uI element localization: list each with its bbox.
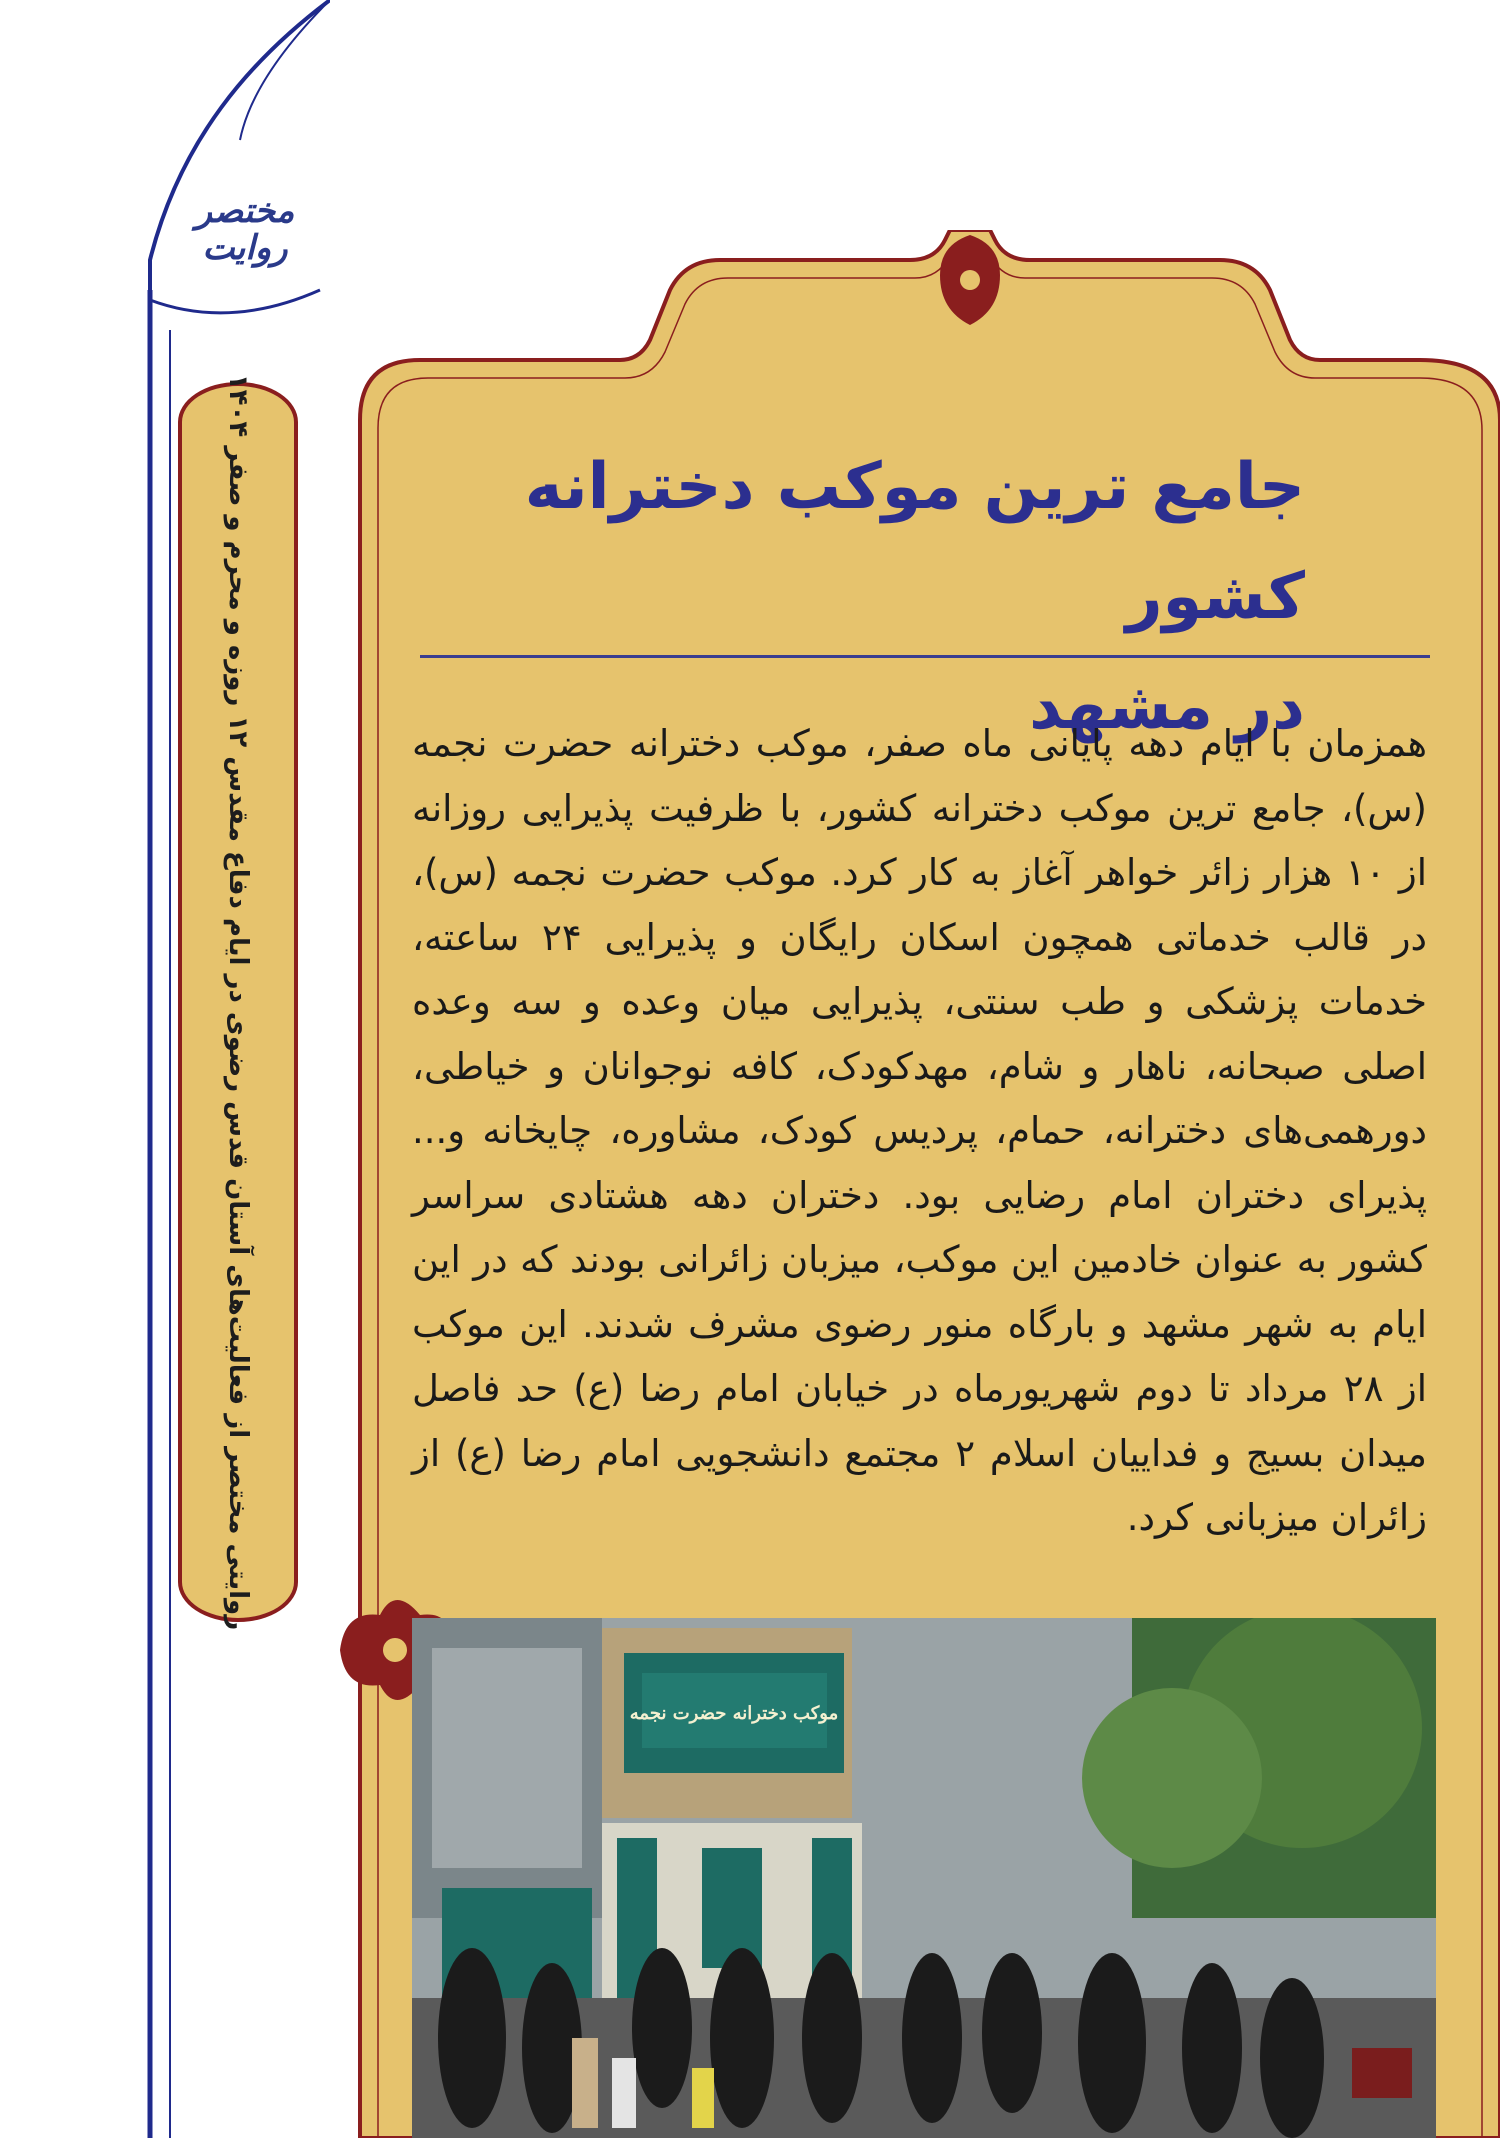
calligraphy-logo-icon [150, 160, 340, 300]
article-title-line-1: جامع ترین موکب دخترانه کشور [524, 450, 1305, 634]
logo-line-1: مختصر [195, 190, 295, 231]
photo-scene [412, 1618, 1436, 2138]
article-title-line-2: در مشهد [1029, 670, 1305, 744]
side-label-container [178, 373, 298, 1631]
photo-banner-text: موکب دخترانه حضرت نجمه [629, 1702, 839, 1724]
article-photo [412, 1618, 1436, 2138]
article-body: همزمان با ایام دهه پایانی ماه صفر، موکب دخترانه حضرت نجمه (س)، جامع ترین موکب دخترانه کشور، با ظرفیت پذیرایی روزانه از ۱۰ هزار زائر خواهر آغاز به کار کرد. موکب حضرت نجمه (س)، در قالب خدماتی همچون اسکان رایگان و پذیرایی ۲۴ ساعته، خدمات پزشکی و طب سنتی، پذیرایی میان وعده و سه وعده اصلی صبحانه، ناهار و شام، مهدکودک، کافه نوجوانان و خیاطی، دورهمی‌های دخترانه، حمام، پردیس کودک، مشاوره، چایخانه و... پذیرای دختران امام رضایی بود. دختران دهه هشتادی سراسر کشور به عنوان خادمین این موکب، میزبان زائرانی بودند که در این ایام به شهر مشهد و بارگاه منور رضوی مشرف شدند. این موکب از ۲۸ مرداد تا دوم شهریورماه در خیابان امام رضا (ع) حد فاصل میدان بسیج و فداییان اسلام ۲ مجتمع دانشجویی امام رضا (ع) از زائران میزبانی کرد. [412, 722, 1428, 1539]
title-divider [420, 655, 1430, 658]
logo-line-2: روایت [202, 228, 288, 268]
side-label-text: روایتی مختصر از فعالیت‌های آستان قدس رضوی در ایام دفاع مقدس ۱۲ روزه و محرم و صفر ۱۴۰۴ [223, 373, 253, 1631]
